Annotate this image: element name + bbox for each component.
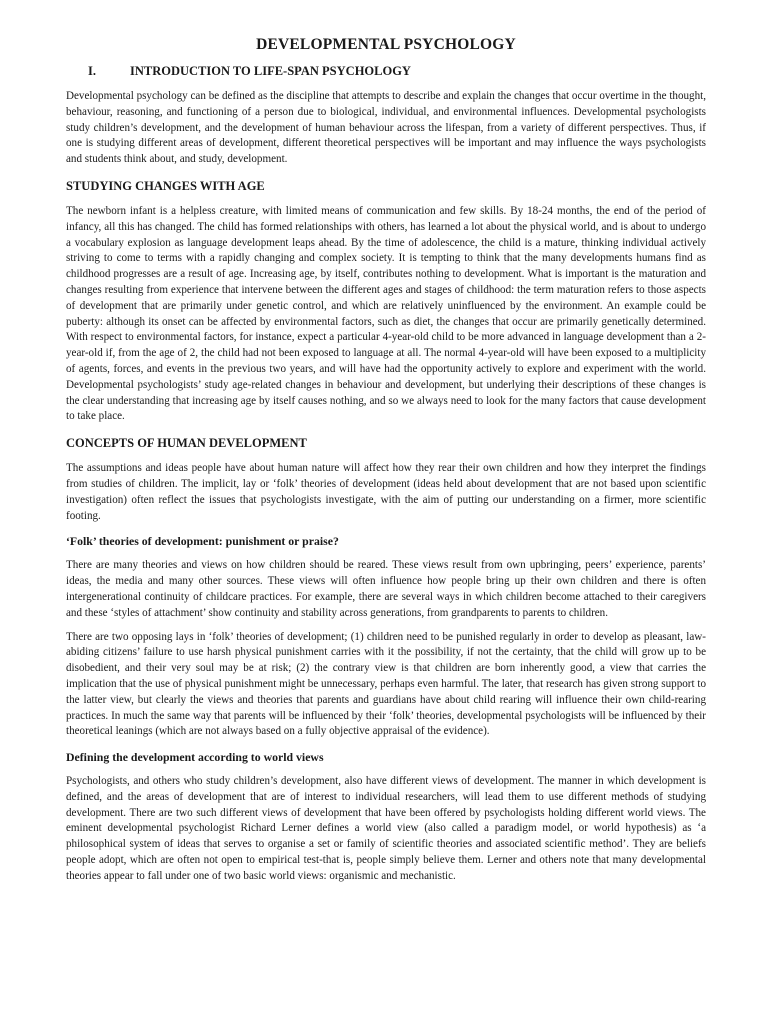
concepts-heading: CONCEPTS OF HUMAN DEVELOPMENT [66, 436, 307, 451]
folk-theories-heading: ‘Folk’ theories of development: punishment or praise? [66, 534, 339, 549]
folk-paragraph-2: There are two opposing lays in ‘folk’ theories of development; (1) children need to be punished regularly in order to develop as pleasant, law-abiding citizens’ failure to use harsh physical punishment carries with it the possibility, if not the certainty, that the child will grow up to be disobedient, and their very soul may be at risk; (2) the contrary view is that children are born inherently good, a view that carries the implication that the use of physical punishment might be unnecessary, perhaps even harmful. The later, that research has given strong support to the latter view, but clearly the views and theories that parents and guardians have about child rearing will influence their own child-rearing practices. In much the same way that parents will be influenced by their ‘folk’ theories, developmental psychologists will be influenced by their theoretical leanings (which are not always based on a fully objective appraisal of the evidence). [66, 630, 706, 738]
intro-paragraph: Developmental psychology can be defined as the discipline that attempts to describe and explain the changes that occur overtime in the thought, behaviour, reasoning, and functioning of a person due to biological, individual, and environmental influences. Developmental psychologists study children’s development, and the development of human behaviour across the lifespan, from a variety of different perspectives. Thus, if one is studying different areas of development, different theoretical perspectives will be important and may influence the ways psychologists and students think about, and study, development. [66, 90, 706, 166]
section-number: I. [88, 64, 96, 78]
section-heading [66, 63, 706, 80]
world-views-paragraph: Psychologists, and others who study children’s development, also have different views of development. The manner in which development is defined, and the areas of development that are of interest to individual researchers, will lead them to use different methods of studying development. There are two such different views of development that have been offered by psychologists holding different world views. The eminent developmental psychologist Richard Lerner defines a world view (also called a paradigm model, or world hypothesis) as ‘a philosophical system of ideas that serves to organise a set or family of scientific theories and associated scientific method’. They are beliefs people adopt, which are often not open to empirical test-that is, people simply believe them. Lerner and others note that many developmental theories appear to fall under one of two basic world views: organismic and mechanistic. [66, 775, 706, 882]
studying-changes-paragraph: The newborn infant is a helpless creature, with limited means of communication and few skills. By 18-24 months, the end of the period of infancy, all this has changed. The child has formed relationships with others, has learned a lot about the physical world, and is about to undergo a vocabulary explosion as language development leaps ahead. By the time of adolescence, the child is a mature, thinking individual actively striving to come to terms with a rapidly changing and complex society. It is tempting to think that the many developments humans find as childhood progresses are a result of age. Increasing age, by itself, contributes nothing to development. What is important is the maturation and changes resulting from experience that intervene between the different ages and stages of childhood: the term maturation refers to those aspects of development that are primarily under genetic control, and which are relatively uninfluenced by the environment. An example could be puberty: although its onset can be affected by environmental factors, such as diet, the changes that occur are primarily genetically determined. With respect to environmental factors, for instance, expect a particular 4-year-old child to be more advanced in language development than a 2-year-old if, from the age of 2, the child had not been exposed to language at all. The normal 4-year-old will have been exposed to a multiplicity of agents, forces, and events in the previous two years, and will have had the opportunity actively to explore and experiment with the world. Developmental psychologists’ study age-related changes in behaviour and development, but underlying their descriptions of these changes is the clear understanding that increasing age by itself causes nothing, and so we always need to look for the many factors that cause development to take place. [66, 204, 706, 423]
document-title: DEVELOPMENTAL PSYCHOLOGY [256, 36, 516, 53]
section-title: INTRODUCTION TO LIFE-SPAN PSYCHOLOGY [130, 64, 411, 78]
concepts-paragraph: The assumptions and ideas people have about human nature will affect how they rear their own children and how they interpret the findings from studies of children. The implicit, lay or ‘folk’ theories of development (ideas held about development that are not based upon scientific investigation) often reflect the issues that psychologists investigate, with the aim of putting our understanding on a firmer, more scientific footing. [66, 462, 706, 522]
folk-paragraph-1: There are many theories and views on how children should be reared. These views result from own upbringing, peers’ experience, parents’ ideas, the media and many other sources. These views will often influence how people bring up their own children and there is often intergenerational continuity of childcare practices. For example, there are several ways in which children become attached to their caregivers and these ‘styles of attachment’ show continuity and stability across generations, from grandparents to parents to children. [66, 559, 706, 619]
studying-changes-heading: STUDYING CHANGES WITH AGE [66, 178, 265, 193]
world-views-heading: Defining the development according to world views [66, 750, 324, 765]
